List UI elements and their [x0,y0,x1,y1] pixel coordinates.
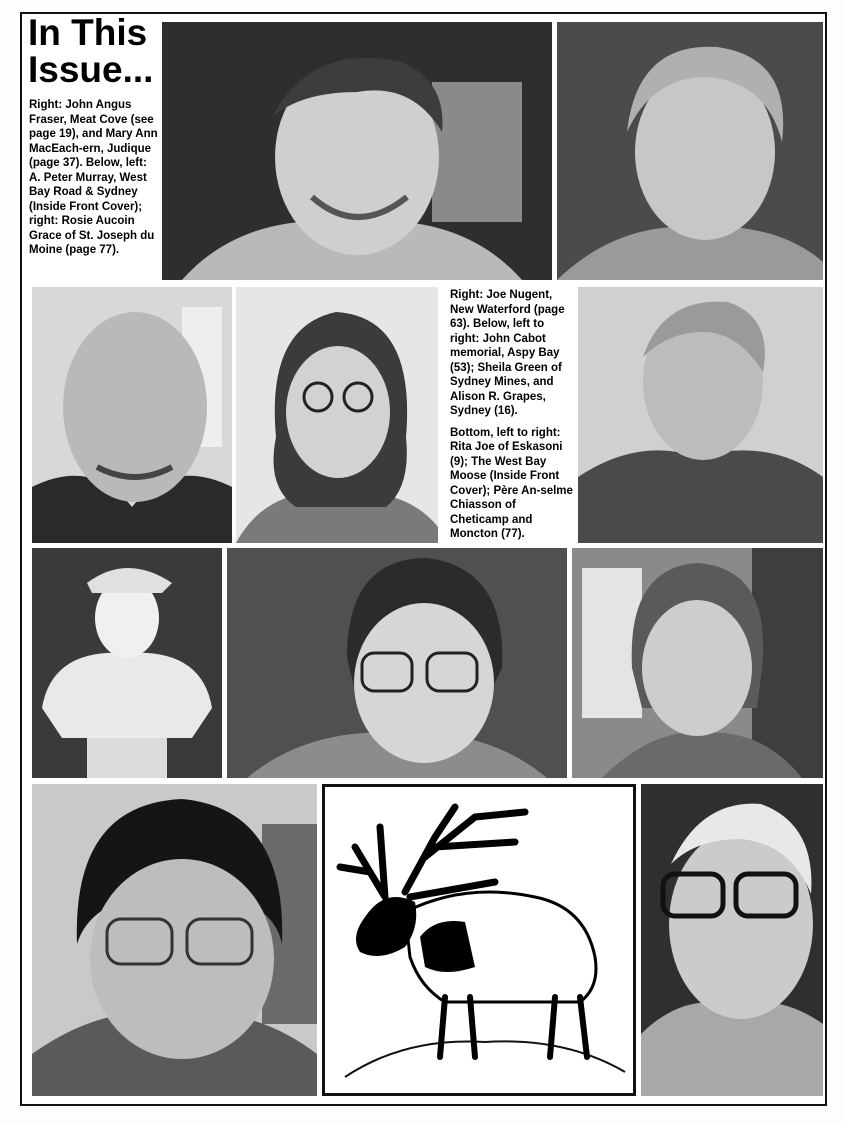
photo-a-peter-murray [32,287,232,543]
photo-pere-anselme-chiasson [641,784,823,1096]
caption-bottom-text: Bottom, left to right: Rita Joe of Eskasoni (9); The West Bay Moose (Inside Front Cover); Père An-selme Chiasson of Cheticamp and Moncton (77). [450,426,573,540]
caption-top-text: Right: John Angus Fraser, Meat Cove (see page 19), and Mary Ann MacEach-ern, Judique (page 37). Below, left: A. Peter Murray, West Bay Road & Sydney (Inside Front Cover); right: Rosie Aucoin Grace of St. Joseph du Moine (page 77). [29,99,158,256]
photo-sheila-green [227,548,567,778]
moose-illustration [322,784,636,1096]
caption-middle-text: Right: Joe Nugent, New Waterford (page 63). Below, left to right: John Cabot memorial, Aspy Bay (53); Sheila Green of Sydney Mines, and Alison R. Grapes, Sydney (16). [450,289,565,417]
page-title: In This Issue... [28,12,154,90]
photo-joe-nugent [578,287,823,543]
photo-john-angus-fraser [162,22,552,280]
photo-mary-ann-maceachern [557,22,823,280]
photo-alison-grapes [572,548,823,778]
caption-middle [450,288,574,549]
caption-top [29,98,159,265]
photo-rosie-aucoin-grace [236,287,438,543]
photo-john-cabot-memorial [32,548,222,778]
photo-rita-joe [32,784,317,1096]
